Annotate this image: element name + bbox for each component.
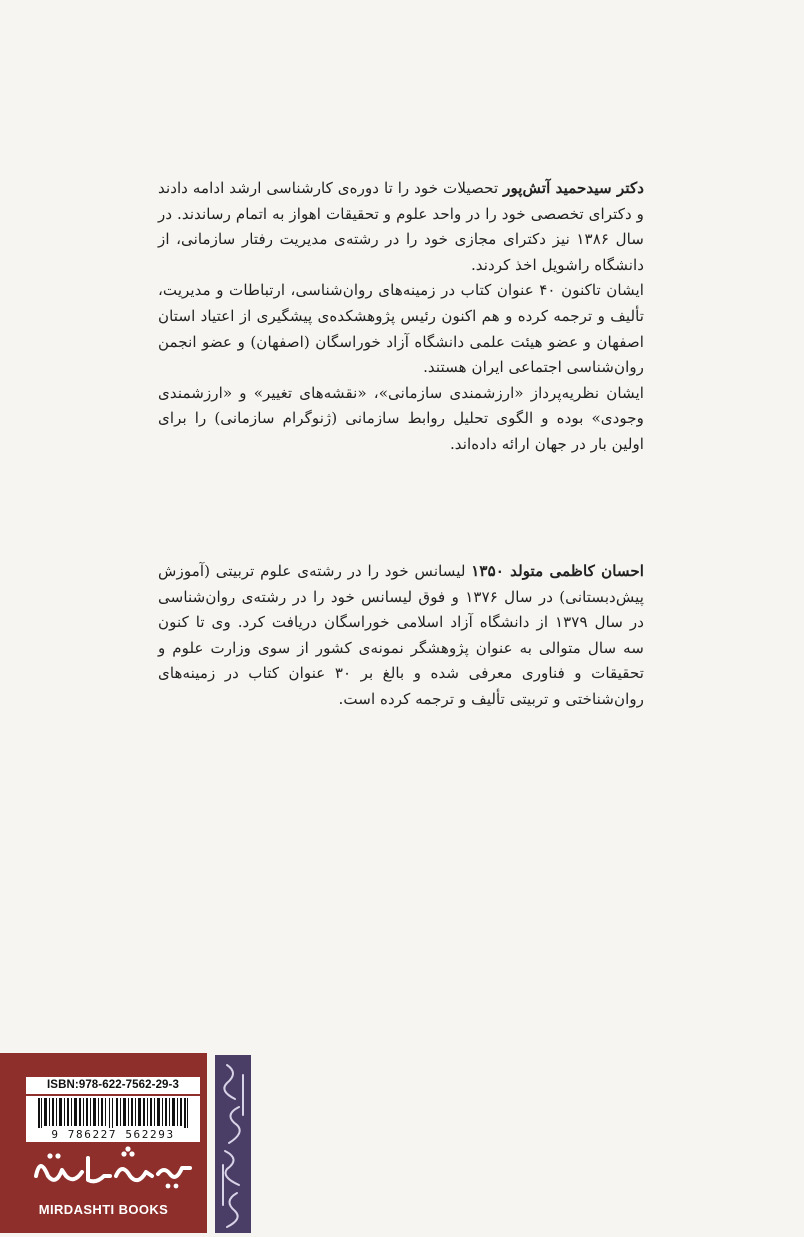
author-bio-2 [158, 559, 644, 713]
bio-paragraph: ایشان تاکنون ۴۰ عنوان کتاب در زمینه‌های روان‌شناسی، ارتباطات و مدیریت، تألیف و ترجمه کرده و هم اکنون رئیس پژوهشکده‌ی پیشگیری از اعتیاد استان اصفهان و عضو هیئت علمی دانشگاه آزاد خوراسگان (اصفهان) و عضو انجمن روان‌شناسی اجتماعی ایران هستند. [158, 281, 644, 377]
barcode-bars [26, 1096, 200, 1130]
author-bio-1 [158, 176, 644, 458]
bio-paragraph [158, 559, 644, 713]
publisher-name: MIRDASHTI BOOKS [38, 1202, 169, 1217]
barcode-digits: 9 786227 562293 [26, 1128, 200, 1142]
series-calligraphy-icon [215, 1055, 251, 1233]
publisher-logo-icon [30, 1146, 196, 1190]
bio-text: لیسانس خود را در رشته‌ی علوم تربیتی (آموزش پیش‌دبستانی) در سال ۱۳۷۶ و فوق لیسانس خود را در رشته‌ی روان‌شناسی در سال ۱۳۷۹ از دانشگاه آزاد اسلامی خوراسگان دریافت کرد. وی تا کنون سه سال متوالی به عنوان پژوهشگر نمونه‌ی کشور از سوی وزارت علوم و تحقیقات و فناوری معرفی شده و بالغ بر ۳۰ عنوان کتاب در زمینه‌های روان‌شناختی و تربیتی تألیف و ترجمه کرده است. [158, 562, 645, 708]
series-strip [215, 1055, 251, 1233]
bio-text: تحصیلات خود را تا دوره‌ی کارشناسی ارشد ادامه دادند و دکترای تخصصی خود را در واحد علوم و تحقیقات اهواز به اتمام رساندند. در سال ۱۳۸۶ نیز دکترای مجازی خود را در رشته‌ی مدیریت رفتار سازمانی، از دانشگاه راشویل اخذ کردند. [158, 179, 644, 274]
isbn-label: ISBN:978-622-7562-29-3 [26, 1077, 200, 1094]
bio-paragraph: ایشان نظریه‌پرداز «ارزشمندی سازمانی»، «نقشه‌های تغییر» و «ارزشمندی وجودی» بوده و الگوی تحلیل روابط سازمانی (ژنوگرام سازمانی) را برای اولین بار در جهان ارائه داده‌اند. [158, 383, 644, 453]
author-name: دکتر سیدحمید آتش‌پور [503, 179, 644, 197]
author-name: احسان کاظمی متولد ۱۳۵۰ [471, 562, 645, 580]
bio-paragraph [158, 176, 644, 278]
